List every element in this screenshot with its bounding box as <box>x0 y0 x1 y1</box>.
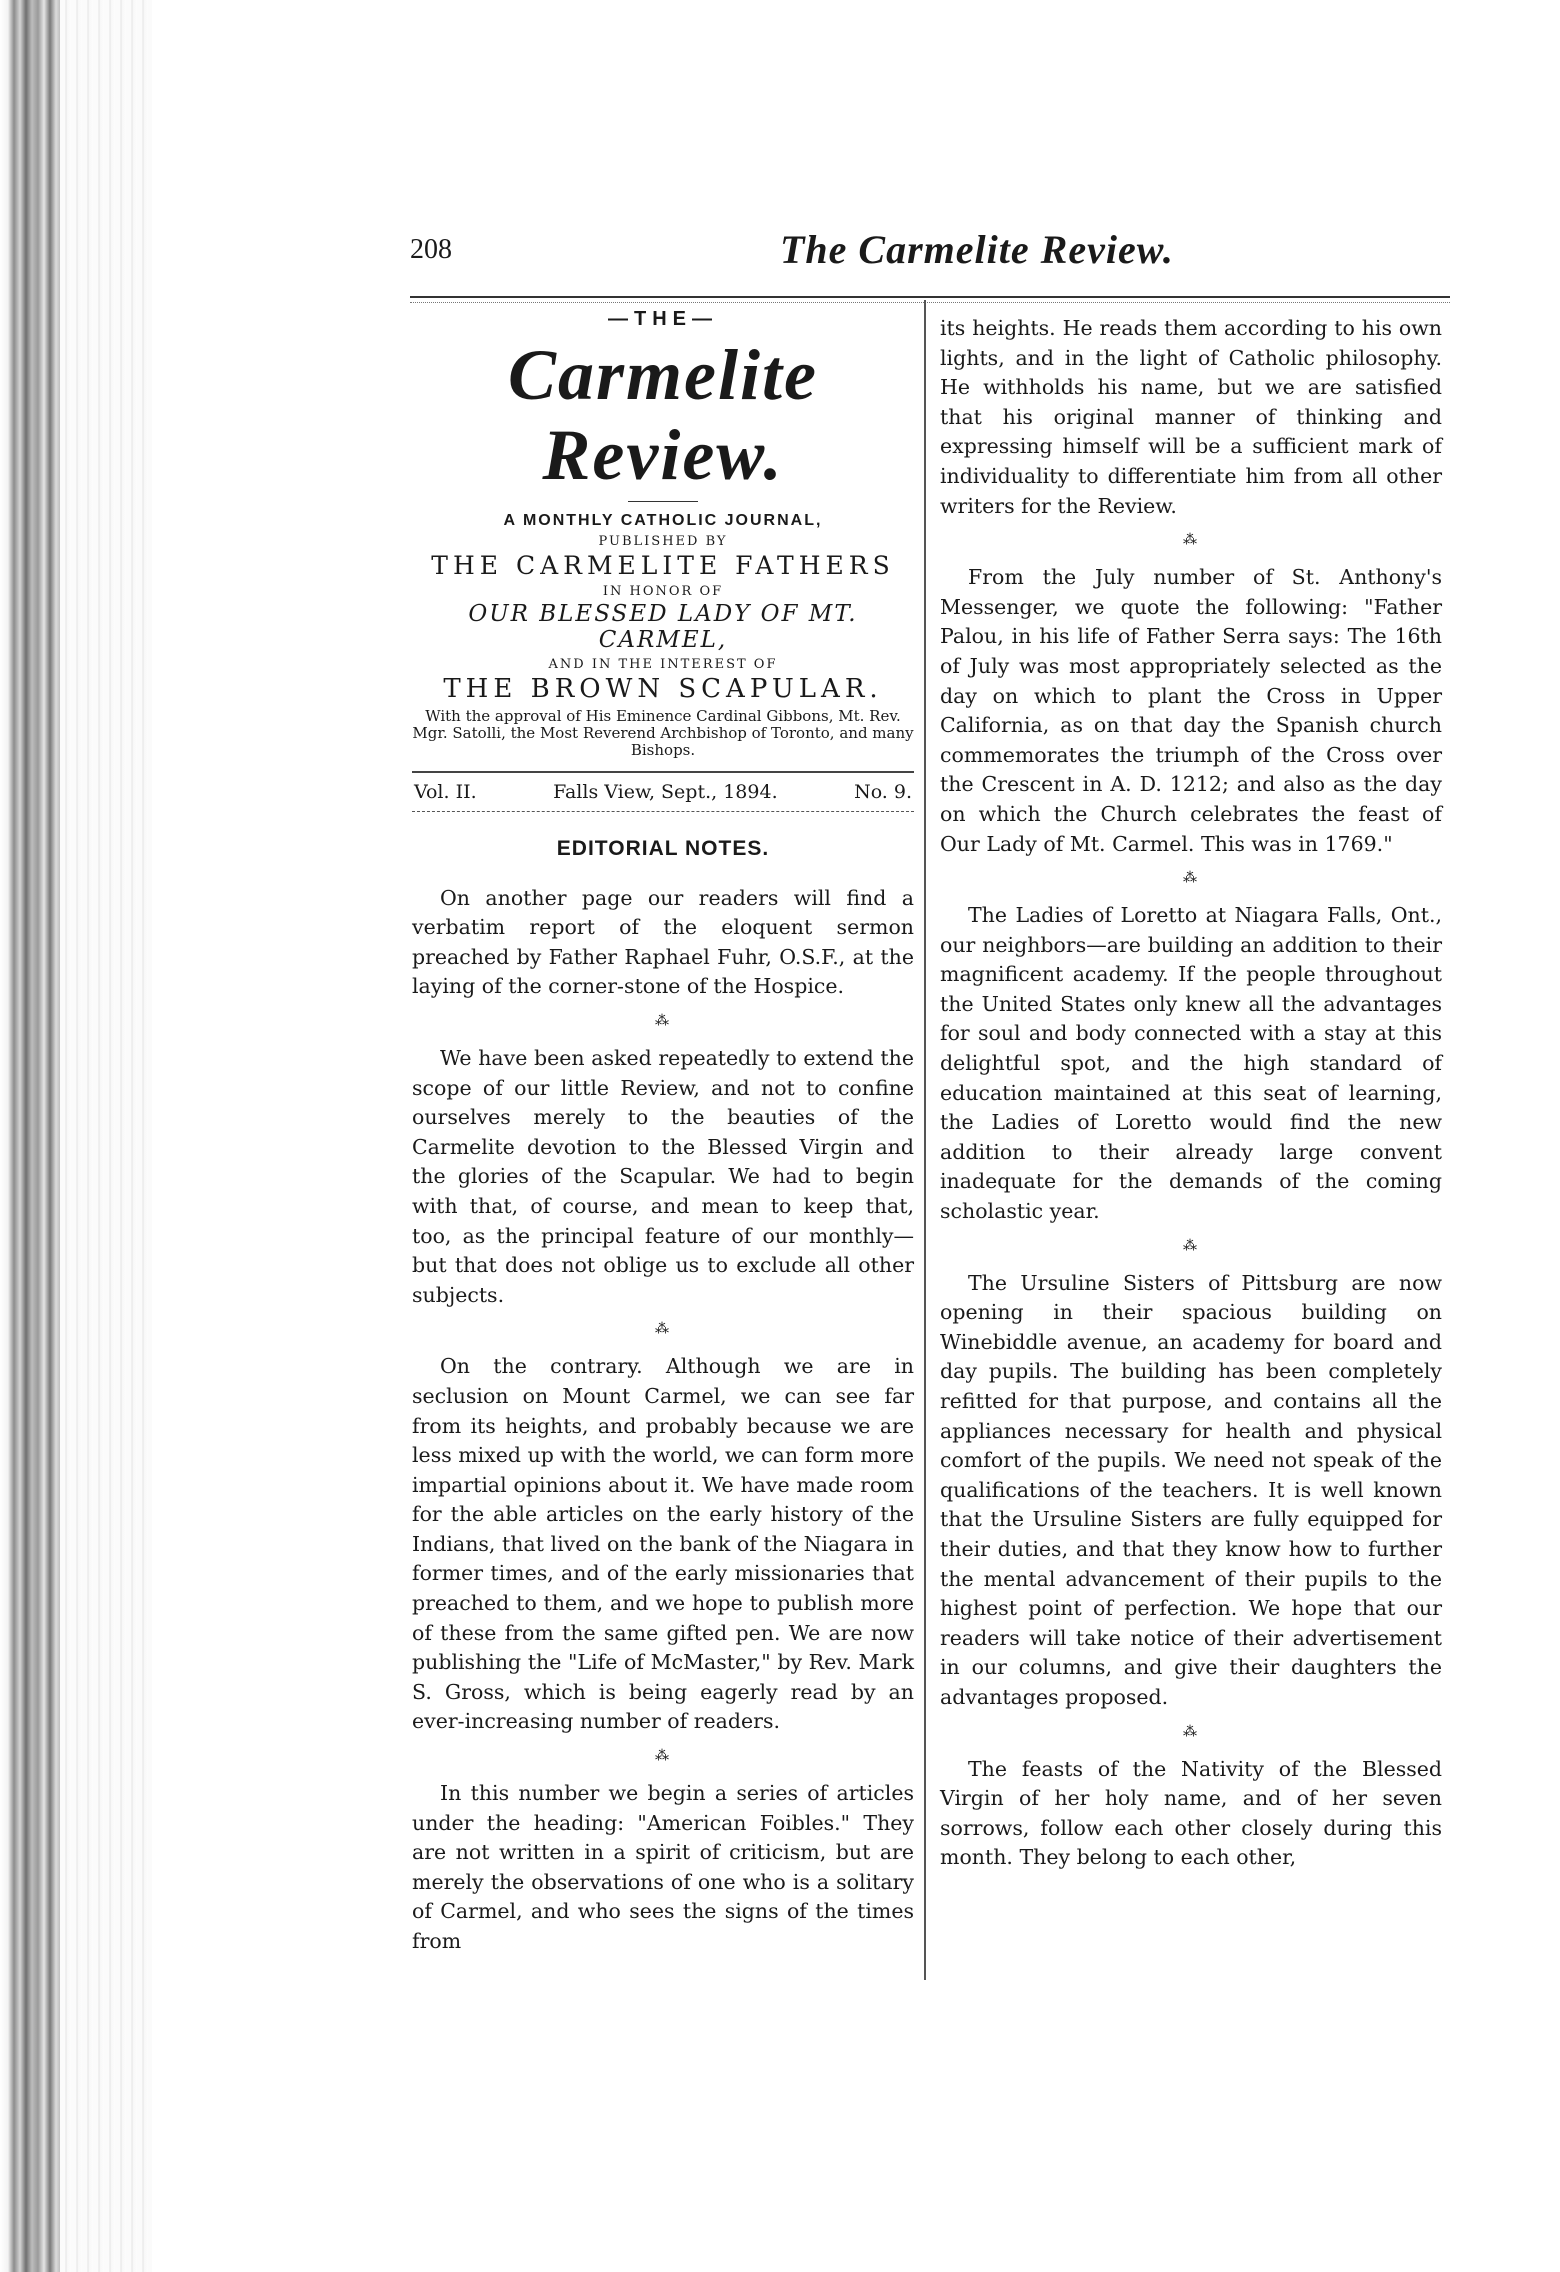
right-column <box>940 314 1442 1873</box>
masthead-subtitle: A MONTHLY CATHOLIC JOURNAL, <box>503 512 823 529</box>
paragraph: On the contrary. Although we are in seclusion on Mount Carmel, we can see far from its heights, and probably because we are less mixed up with the world, we can form more impartial opinions about it. We have made room for the able articles on the early history of the Indians, that lived on the bank of the Niagara in former times, and of the early missionaries that preached to them, and we hope to publish more of these from the same gifted pen. We are now publishing the "Life of McMaster," by Rev. Mark S. Gross, which is being eagerly read by an ever-increasing number of readers. <box>412 1354 914 1734</box>
paragraph: its heights. He reads them according to his own lights, and in the light of Catholic philosophy. He withholds his name, but we are satisfied that his original manner of thinking and expressing himself will be a sufficient mark of individuality to differentiate him from all other writers for the Review. <box>940 316 1442 518</box>
page-number: 208 <box>410 234 452 265</box>
masthead-short-rule <box>628 501 698 502</box>
masthead <box>412 308 914 812</box>
column-divider <box>924 300 926 1980</box>
masthead-published-by: PUBLISHED BY <box>598 534 728 549</box>
masthead-approval: With the approval of His Eminence Cardinal Gibbons, Mt. Rev. Mgr. Satolli, the Most Reverend Archbishop of Toronto, and many Bishops. <box>412 707 914 759</box>
place-date: Falls View, Sept., 1894. <box>553 781 778 803</box>
book-spine <box>0 0 60 2272</box>
volume-rule-dashed <box>412 811 914 812</box>
volume-number: Vol. II. <box>414 781 477 803</box>
masthead-title: Carmelite Review. <box>508 335 818 495</box>
asterism-divider: ⁂ <box>1183 1237 1199 1254</box>
running-head <box>410 226 1450 286</box>
masthead-publisher: THE CARMELITE FATHERS <box>431 551 895 580</box>
asterism-divider: ⁂ <box>1183 1723 1199 1740</box>
paragraph: The feasts of the Nativity of the Blessed Virgin of her holy name, and of her seven sorrows, follow each other closely during this month. They belong to each other, <box>940 1756 1442 1870</box>
issue-number: No. 9. <box>854 781 912 803</box>
paragraph: In this number we begin a series of articles under the heading: "American Foibles." They are not written in a spirit of criticism, but are merely the observations of one who is a solitary of Carmel, and who sees the signs of the times from <box>412 1781 914 1953</box>
header-rule <box>410 296 1450 298</box>
masthead-interest: AND IN THE INTEREST OF <box>548 657 778 672</box>
page-stack-edge <box>60 0 154 2272</box>
masthead-in-honor-of: IN HONOR OF <box>602 584 724 599</box>
asterism-divider: ⁂ <box>655 1321 671 1338</box>
asterism-divider: ⁂ <box>655 1012 671 1029</box>
left-column <box>412 306 914 1957</box>
masthead-scapular: THE BROWN SCAPULAR. <box>443 674 883 704</box>
header-rule-dotted <box>410 302 1450 303</box>
asterism-divider: ⁂ <box>1183 532 1199 549</box>
asterism-divider: ⁂ <box>655 1748 671 1765</box>
paragraph: We have been asked repeatedly to extend the scope of our little Review, and not to confine ourselves merely to the beauties of the Carmelite devotion to the Blessed Virgin and the glories of the Scapular. We had to begin with that, of course, and mean to keep that, too, as the principal feature of our monthly—but that does not oblige us to exclude all other subjects. <box>412 1045 914 1307</box>
volume-line <box>412 781 914 803</box>
section-heading: EDITORIAL NOTES. <box>556 837 770 860</box>
asterism-divider: ⁂ <box>1183 870 1199 887</box>
paragraph: The Ursuline Sisters of Pittsburg are now opening in their spacious building on Winebiddle avenue, an academy for board and day pupils. The building has been completely refitted for that purpose, and contains all the appliances necessary for health and physical comfort of the pupils. We need not speak of the qualifications of the teachers. It is well known that the Ursuline Sisters are fully equipped for their duties, and that they know how to further the mental advancement of their pupils to the highest point of perfection. We hope that our readers will take notice of their advertisement in our columns, and give their daughters the advantages proposed. <box>940 1270 1442 1709</box>
paragraph: From the July number of St. Anthony's Messenger, we quote the following: "Father Palou, in his life of Father Serra says: The 16th of July was most appropriately selected as the day on which to plant the Cross in Upper California, as on that day the Spanish church commemorates the triumph of the Cross over the Crescent in A. D. 1212; and also as the day on which the Church celebrates the feast of Our Lady of Mt. Carmel. This was in 1769." <box>940 565 1442 856</box>
masthead-the: —THE— <box>608 308 718 330</box>
masthead-honor: OUR BLESSED LADY OF MT. CARMEL, <box>468 601 858 653</box>
paragraph: The Ladies of Loretto at Niagara Falls, Ont., our neighbors—are building an addition to their magnificent academy. If the people throughout the United States only knew all the advantages for soul and body connected with a stay at this delightful spot, and the high standard of education maintained at this seat of learning, the Ladies of Loretto would find the new addition to their already large convent inadequate for the demands of the coming scholastic year. <box>940 903 1442 1224</box>
masthead-rule <box>412 771 914 773</box>
paragraph: On another page our readers will find a verbatim report of the eloquent sermon preached by Father Raphael Fuhr, O.S.F., at the laying of the corner-stone of the Hospice. <box>412 885 914 999</box>
journal-running-title: The Carmelite Review. <box>780 227 1174 272</box>
